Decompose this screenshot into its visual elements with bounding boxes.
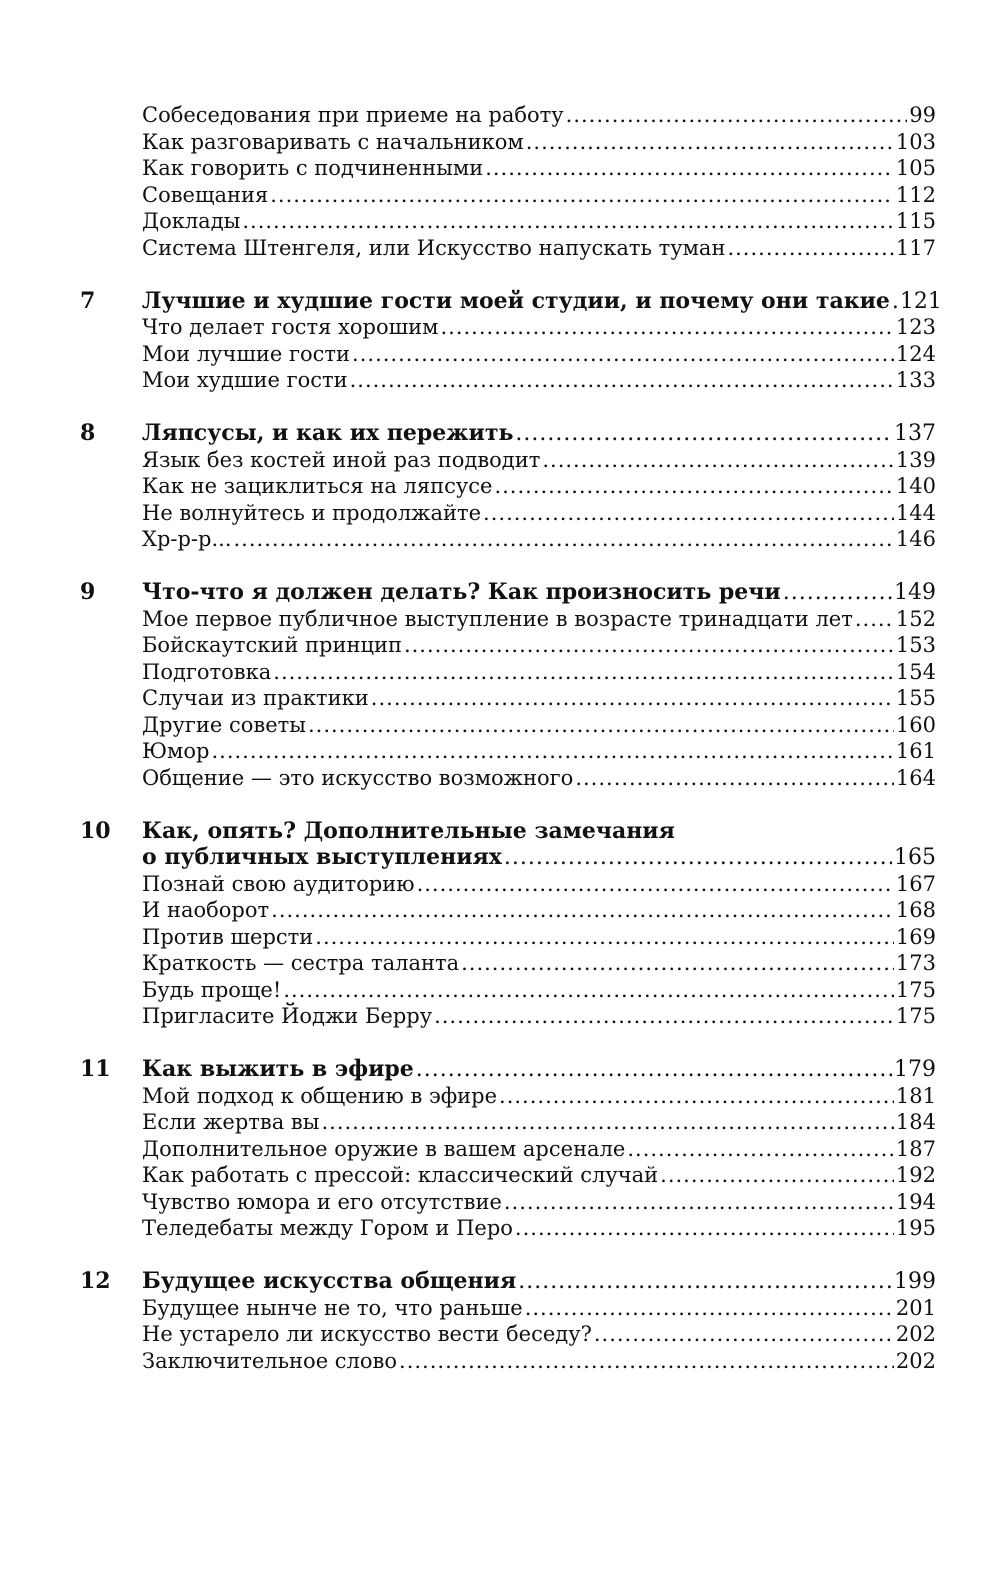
chapter-title: о публичных выступлениях [142, 844, 502, 870]
leader-dots [594, 1321, 894, 1348]
toc-entry-page: 99 [909, 103, 936, 127]
toc-entry-title: Мой подход к общению в эфире [142, 1083, 498, 1108]
spacer [80, 1030, 936, 1057]
leader-dots [525, 1295, 894, 1322]
toc-entry-page: 103 [895, 129, 936, 154]
toc-entry-title: Будущее нынче не то, что раньше [142, 1295, 523, 1320]
leader-dots [315, 924, 894, 951]
toc-entry-page: 173 [895, 951, 936, 975]
toc-entry-page: 168 [895, 898, 936, 922]
toc-entry-title: Будь проще! [142, 977, 282, 1002]
leader-dots [352, 341, 894, 368]
toc-entry-title: Подготовка [142, 659, 272, 684]
toc-entry-title: Совещания [142, 182, 269, 207]
leader-dots [526, 129, 894, 156]
leader-dots [270, 182, 894, 209]
toc-chapter-line1[interactable] [80, 818, 936, 845]
toc-entry-page: 161 [895, 739, 936, 763]
chapter-number: 9 [80, 579, 96, 605]
toc-entry-title: Не устарело ли искусство вести беседу? [142, 1322, 592, 1346]
toc-entry-page: 192 [895, 1163, 936, 1187]
toc-entry[interactable] [80, 950, 936, 977]
toc-entry[interactable] [80, 1162, 936, 1189]
chapter-title: Что-что я должен делать? Как произносить речи [142, 579, 781, 605]
spacer [80, 261, 936, 288]
chapter-title-line1: Как, опять? Дополнительные замечания [142, 817, 675, 844]
toc-entry-title: Заключительное слово [142, 1348, 398, 1373]
toc-entry-title: Что делает гостя хорошим [142, 315, 439, 339]
toc-entry-page: 184 [895, 1110, 936, 1134]
toc-entry-title: Теледебаты между Гором и Перо [142, 1216, 513, 1240]
leader-dots [494, 473, 893, 500]
toc-entry-title: Если жертва вы [142, 1110, 320, 1134]
toc-entry[interactable] [80, 924, 936, 951]
toc-entry-title: Другие советы [142, 712, 306, 737]
toc-chapter[interactable] [80, 420, 936, 447]
toc-entry[interactable] [80, 1109, 936, 1136]
toc-entry[interactable] [80, 208, 936, 235]
leader-dots [566, 102, 908, 129]
toc-entry[interactable] [80, 765, 936, 792]
spacer [80, 791, 936, 818]
toc-entry-title: Общение — это искусство возможного [142, 765, 574, 790]
toc-entry-page: 187 [895, 1136, 936, 1161]
toc-chapter[interactable] [80, 287, 942, 315]
leader-dots [440, 314, 893, 341]
toc-entry[interactable] [80, 871, 936, 898]
leader-dots [855, 606, 894, 633]
toc-entry[interactable] [80, 1083, 936, 1110]
leader-dots [234, 526, 894, 553]
leader-dots [371, 685, 894, 712]
leader-dots [211, 738, 893, 765]
toc-entry-page: 202 [895, 1348, 936, 1373]
toc-entry[interactable] [80, 341, 936, 368]
toc-entry-title: Хр-р-р... [142, 527, 232, 551]
toc-entry-page: 154 [895, 659, 936, 684]
toc-entry-page: 153 [895, 633, 936, 657]
chapter-number: 12 [80, 1268, 111, 1294]
leader-dots [627, 1136, 894, 1163]
toc-entry[interactable] [80, 129, 936, 156]
toc-entry-title: Краткость — сестра таланта [142, 951, 460, 975]
toc-entry[interactable] [80, 155, 936, 182]
chapter-page: 121 [899, 288, 942, 314]
toc-chapter[interactable] [80, 579, 936, 606]
leader-dots [542, 447, 894, 474]
chapter-page: 199 [894, 1269, 936, 1294]
toc-entry-page: 105 [895, 156, 936, 180]
toc-entry-title: Как не зациклиться на ляпсусе [142, 474, 493, 498]
leader-dots [416, 1057, 892, 1084]
toc-entry-page: 133 [895, 368, 936, 392]
spacer [80, 394, 936, 421]
toc-entry[interactable] [80, 1321, 936, 1348]
toc-entry-page: 139 [895, 447, 936, 472]
toc-entry[interactable] [80, 606, 936, 633]
toc-entry-page: 202 [895, 1322, 936, 1346]
toc-entry-title: Как разговаривать с начальником [142, 129, 524, 154]
toc-entry-page: 175 [895, 977, 936, 1002]
toc-entry[interactable] [80, 1295, 936, 1322]
toc-entry-title: Пригласите Йоджи Берру [142, 1004, 433, 1028]
toc-entry-page: 117 [895, 235, 936, 260]
leader-dots [515, 421, 892, 448]
chapter-title: Лучшие и худшие гости моей студии, и почему они такие [142, 287, 890, 314]
chapter-page: 165 [894, 845, 936, 870]
chapter-page: 149 [894, 580, 936, 605]
toc-entry-title: Познай свою аудиторию [142, 871, 415, 896]
toc-entry-page: 155 [895, 686, 936, 710]
leader-dots [575, 765, 894, 792]
toc-entry[interactable] [80, 314, 936, 341]
toc-entry[interactable] [80, 500, 936, 527]
toc-entry-title: Дополнительное оружие в вашем арсенале [142, 1136, 626, 1161]
chapter-page: 137 [894, 421, 936, 446]
leader-dots [485, 155, 894, 182]
toc-entry[interactable] [80, 659, 936, 686]
toc-entry-title: Мое первое публичное выступление в возрасте тринадцати лет [142, 606, 853, 631]
toc-chapter[interactable] [80, 1268, 936, 1295]
leader-dots [399, 1348, 894, 1375]
toc-entry[interactable] [80, 447, 936, 474]
leader-dots [783, 580, 892, 607]
leader-dots [404, 632, 894, 659]
toc-entry[interactable] [80, 977, 936, 1004]
leader-dots [504, 1189, 894, 1216]
toc-entry[interactable] [80, 526, 936, 553]
toc-entry-page: 201 [895, 1295, 936, 1320]
toc-entry-page: 164 [895, 765, 936, 790]
toc-entry[interactable] [80, 1136, 936, 1163]
chapter-number: 11 [80, 1056, 111, 1082]
toc-entry-title: Мои худшие гости [142, 368, 348, 392]
leader-dots [515, 1215, 894, 1242]
chapter-title: Будущее искусства общения [142, 1268, 517, 1294]
toc-entry-page: 146 [895, 527, 936, 551]
chapter-number: 8 [80, 420, 96, 446]
toc-entry[interactable] [80, 897, 936, 924]
leader-dots [308, 712, 894, 739]
toc-entry[interactable] [80, 738, 936, 765]
toc-entry[interactable] [80, 712, 936, 739]
spacer [80, 1242, 936, 1269]
toc-entry-title: Против шерсти [142, 924, 314, 949]
toc-entry-page: 181 [895, 1083, 936, 1108]
toc-entry[interactable] [80, 182, 936, 209]
toc-entry-page: 152 [895, 606, 936, 631]
toc-entry-title: Юмор [142, 739, 210, 763]
leader-dots [271, 897, 894, 924]
toc-entry[interactable] [80, 367, 936, 394]
leader-dots [727, 235, 893, 262]
toc-entry-page: 175 [895, 1004, 936, 1028]
leader-dots [417, 871, 894, 898]
leader-dots [283, 977, 894, 1004]
toc-entry-title: Собеседования при приеме на работу [142, 103, 564, 127]
toc-entry-title: Бойскаутский принцип [142, 633, 402, 657]
toc-entry[interactable] [80, 235, 936, 262]
leader-dots [461, 950, 894, 977]
toc-entry-page: 123 [895, 315, 936, 339]
toc-entry[interactable] [80, 632, 936, 659]
toc-entry-page: 169 [895, 924, 936, 949]
toc-entry-title: Система Штенгеля, или Искусство напускать туман [142, 235, 726, 260]
leader-dots [892, 289, 898, 316]
toc-entry-title: Не волнуйтесь и продолжайте [142, 500, 482, 525]
toc-entry-page: 195 [895, 1216, 936, 1240]
toc-entry-title: Как работать с прессой: классический случай [142, 1163, 659, 1187]
toc-entry-page: 167 [895, 871, 936, 896]
toc-entry[interactable] [80, 473, 936, 500]
chapter-number: 7 [80, 287, 96, 314]
toc-entry-title: Случаи из практики [142, 686, 369, 710]
leader-dots [273, 659, 894, 686]
toc-entry-page: 124 [895, 341, 936, 366]
toc-chapter[interactable] [80, 1056, 936, 1083]
chapter-page: 179 [894, 1057, 936, 1082]
leader-dots [321, 1109, 893, 1136]
toc-entry-title: Мои лучшие гости [142, 341, 351, 366]
leader-dots [350, 367, 894, 394]
toc-entry[interactable] [80, 102, 936, 129]
toc-entry-page: 112 [895, 182, 936, 207]
leader-dots [434, 1003, 894, 1030]
toc-entry[interactable] [80, 685, 936, 712]
toc-entry-page: 144 [895, 500, 936, 525]
toc-entry-title: Чувство юмора и его отсутствие [142, 1189, 502, 1214]
leader-dots [518, 1269, 892, 1296]
toc-entry[interactable] [80, 1189, 936, 1216]
toc-entry[interactable] [80, 1003, 936, 1030]
toc-entry-title: И наоборот [142, 898, 270, 922]
chapter-title: Как выжить в эфире [142, 1056, 414, 1082]
toc-entry[interactable] [80, 1348, 936, 1375]
table-of-contents [80, 102, 942, 1374]
chapter-number: 10 [80, 817, 111, 844]
leader-dots [483, 500, 894, 527]
leader-dots [660, 1162, 894, 1189]
leader-dots [504, 845, 892, 872]
toc-chapter[interactable] [80, 844, 936, 871]
toc-entry[interactable] [80, 1215, 936, 1242]
toc-entry-title: Доклады [142, 209, 241, 233]
toc-entry-title: Как говорить с подчиненными [142, 156, 484, 180]
toc-entry-page: 194 [895, 1189, 936, 1214]
chapter-title: Ляпсусы, и как их пережить [142, 420, 514, 446]
leader-dots [242, 208, 894, 235]
toc-entry-page: 140 [895, 474, 936, 498]
leader-dots [499, 1083, 894, 1110]
toc-entry-title: Язык без костей иной раз подводит [142, 447, 541, 472]
spacer [80, 553, 936, 580]
toc-entry-page: 115 [895, 209, 936, 233]
toc-entry-page: 160 [895, 712, 936, 737]
